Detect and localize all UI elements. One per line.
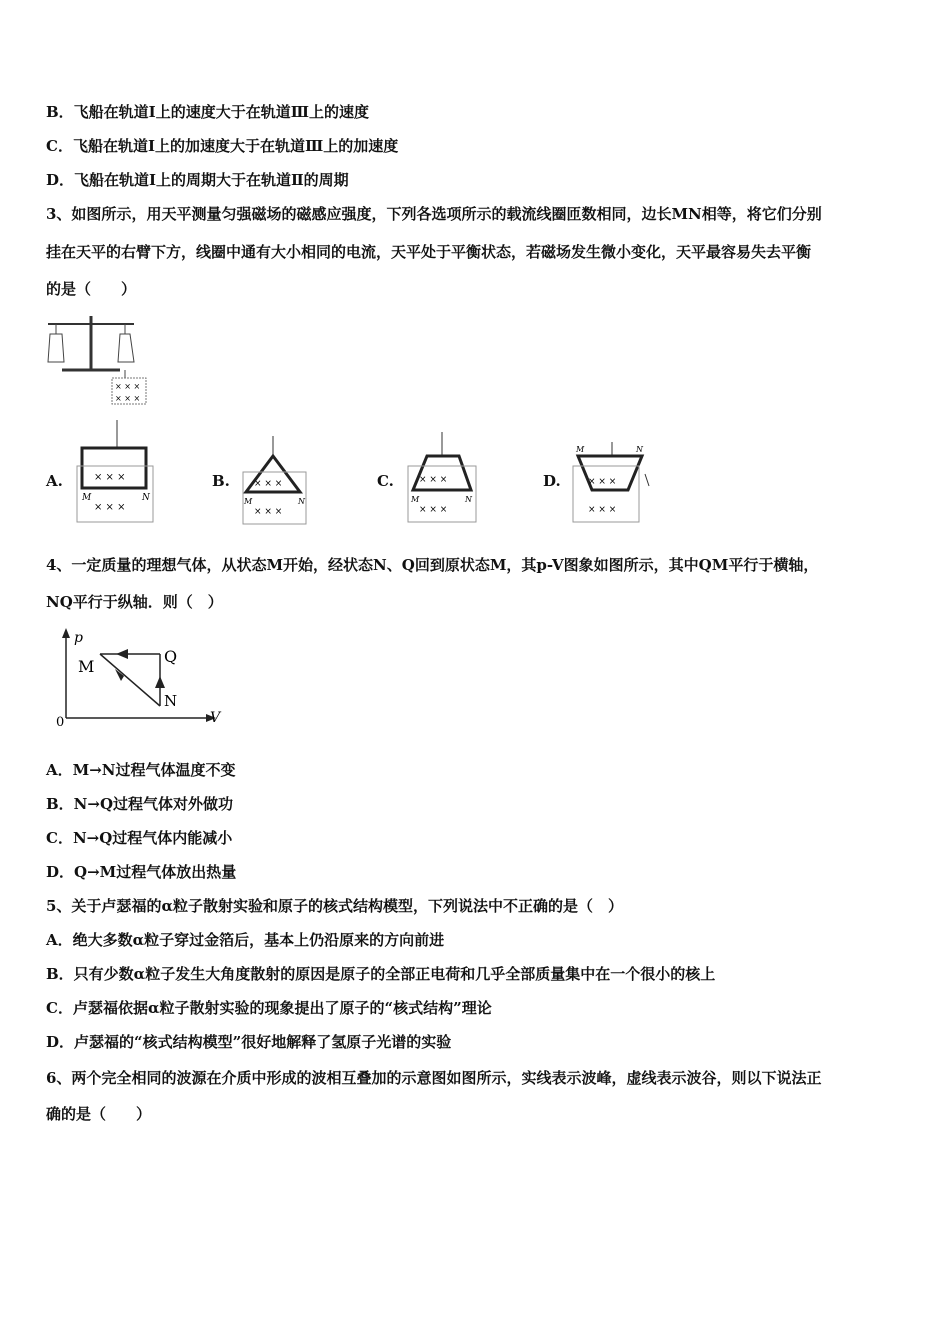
balance-field-cross-top: × × × [115,382,141,391]
q3-option-a-label: A. [46,472,63,490]
coil-a-n: N [142,493,150,503]
coil-d-figure [570,440,660,526]
q4-stem-line2: NQ平行于纵轴．则（ ） [46,593,223,611]
q4-option-d: D．Q→M过程气体放出热量 [46,863,237,881]
q6-stem-line1: 6、两个完全相同的波源在介质中形成的波相互叠加的示意图如图所示，实线表示波峰，虚线表示波谷，则以下说法正 [46,1069,822,1087]
pv-point-m: M [78,657,95,676]
coil-d-n: N [636,445,643,454]
q2-option-d: D．飞船在轨道Ⅰ上的周期大于在轨道Ⅱ的周期 [46,171,349,189]
q6-stem-line2: 确的是（ ） [46,1105,152,1123]
coil-d-cross-bottom: × × × [588,505,617,515]
q2-option-c: C．飞船在轨道Ⅰ上的加速度大于在轨道Ⅲ上的加速度 [46,137,399,155]
q2-option-b: B．飞船在轨道Ⅰ上的速度大于在轨道Ⅲ上的速度 [46,103,369,121]
q5-option-a: A．绝大多数α粒子穿过金箔后，基本上仍沿原来的方向前进 [46,931,445,949]
balance-figure [42,310,152,410]
coil-a-cross-top: × × × [94,472,126,483]
q5-option-d: D．卢瑟福的“核式结构模型”很好地解释了氢原子光谱的实验 [46,1033,452,1051]
coil-a-figure [74,418,160,526]
coil-b-figure [240,434,310,528]
coil-d-cross-top: × × × [588,477,617,487]
coil-b-cross-top: × × × [254,479,283,489]
coil-c-figure [405,430,481,526]
coil-c-n: N [465,495,472,504]
pv-axis-v: V [210,710,221,726]
q3-option-b-label: B. [212,472,230,490]
q4-option-b: B．N→Q过程气体对外做功 [46,795,234,813]
q5-option-b: B．只有少数α粒子发生大角度散射的原因是原子的全部正电荷和几乎全部质量集中在一个很小的核上 [46,965,716,983]
q3-stem-line1: 3、如图所示，用天平测量匀强磁场的磁感应强度，下列各选项所示的载流线圈匝数相同，边长MN相等，将它们分别 [46,205,822,223]
q4-option-c: C．N→Q过程气体内能减小 [46,829,233,847]
coil-c-cross-bottom: × × × [419,505,448,515]
q3-stem-line2: 挂在天平的右臂下方，线圈中通有大小相同的电流，天平处于平衡状态，若磁场发生微小变化，天平最容易失去平衡 [46,243,812,261]
coil-b-m: M [244,497,253,506]
q3-option-c-label: C. [377,472,394,490]
pv-point-q: Q [164,647,178,666]
pv-diagram [52,622,232,734]
q4-option-a: A．M→N过程气体温度不变 [46,761,236,779]
pv-point-n: N [164,692,178,710]
pv-axis-p: p [74,630,83,646]
pv-origin: 0 [56,715,65,730]
coil-c-cross-top: × × × [419,475,448,485]
q3-stem-line3: 的是（ ） [46,280,137,298]
coil-a-cross-bottom: × × × [94,502,126,513]
coil-c-m: M [411,495,420,504]
q4-stem-line1: 4、一定质量的理想气体，从状态M开始，经状态N、Q回到原状态M，其p-V图象如图所示，其中QM平行于横轴， [46,556,819,574]
coil-b-cross-bottom: × × × [254,507,283,517]
coil-b-n: N [298,497,305,506]
q5-stem: 5、关于卢瑟福的α粒子散射实验和原子的核式结构模型，下列说法中不正确的是（ ） [46,897,623,915]
balance-field-cross-bottom: × × × [115,394,141,403]
coil-d-m: M [576,445,585,454]
q5-option-c: C．卢瑟福依据α粒子散射实验的现象提出了原子的“核式结构”理论 [46,999,492,1017]
coil-a-m: M [82,493,92,503]
q3-option-d-label: D. [543,472,561,490]
